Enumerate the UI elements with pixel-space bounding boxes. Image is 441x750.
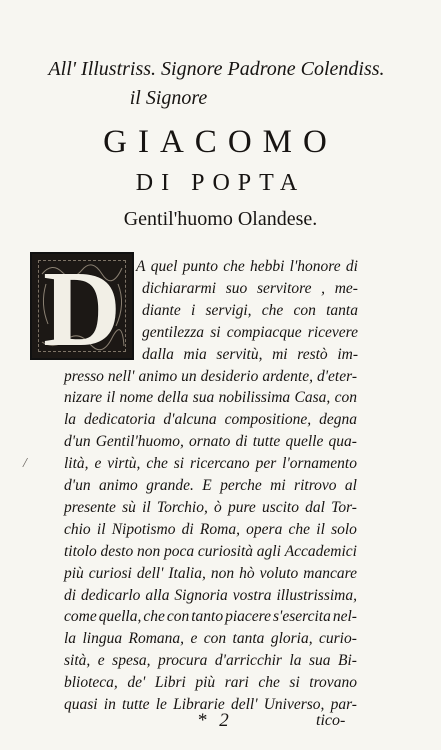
text-line: più curiosi dell' Italia, non hò voluto mancare (64, 564, 357, 582)
text-line: titolo desto non poca curiosità agli Accademici (64, 542, 357, 560)
text-line: diante i servigi, che con tanta (142, 301, 358, 319)
initial-letter: D (43, 250, 121, 369)
page-footer (0, 710, 441, 734)
text-line: dichiararmi suo servitore , me- (142, 279, 358, 297)
text-line: presso nell' animo un desiderio ardente, d'eter- (64, 367, 357, 385)
signature-mark: * 2 (197, 710, 233, 731)
margin-mark: / (23, 456, 27, 471)
dedication-subline: il Signore (129, 87, 208, 109)
text-line: chio il Nipotismo di Roma, opera che il solo (64, 520, 357, 538)
text-line: d'un Gentil'huomo, ornato di tutte quelle qua- (64, 433, 357, 451)
catchword: tico- (316, 712, 346, 729)
text-line: lità, e virtù, che si ricercano per l'ornamento (64, 455, 357, 473)
text-line: nizare il nome della sua nobilissima Casa, con (64, 389, 357, 407)
text-line: blioteca, de' Libri più rari che si trovano (64, 674, 357, 692)
dedicatee-title: Gentil'huomo Olandese. (123, 208, 318, 230)
text-line: di dedicarlo alla Signoria vostra illustrissima, (64, 586, 357, 604)
text-line: quasi in tutte le Librarie dell' Universo, par- (64, 696, 357, 713)
text-line: d'un animo grande. E perche mi ritrovo al (64, 477, 357, 494)
text-line: come quella, che con tanto piacere s'esercita nel- (64, 608, 357, 626)
text-line: dalla mia servitù, mi restò im- (142, 345, 358, 363)
dedicatee-surname: DI POPTA (135, 170, 306, 196)
dedicatee-first-name: GIACOMO (103, 124, 338, 160)
text-line: la lingua Romana, e con tanta gloria, curio- (64, 630, 357, 648)
dedication-line: All' Illustriss. Signore Padrone Colendiss. (48, 58, 385, 80)
text-line: la dedicatoria d'alcuna compositione, degna (64, 411, 357, 429)
decorated-initial (30, 250, 134, 369)
text-line: sità, e spesa, procura d'arricchir la sua Bi- (64, 652, 357, 670)
text-line: presente sù il Torchio, ò pure uscito dal Tor- (64, 498, 357, 516)
text-line: gentilezza si compiacque ricevere (142, 323, 358, 341)
text-line: A quel punto che hebbi l'honore di (136, 258, 358, 275)
